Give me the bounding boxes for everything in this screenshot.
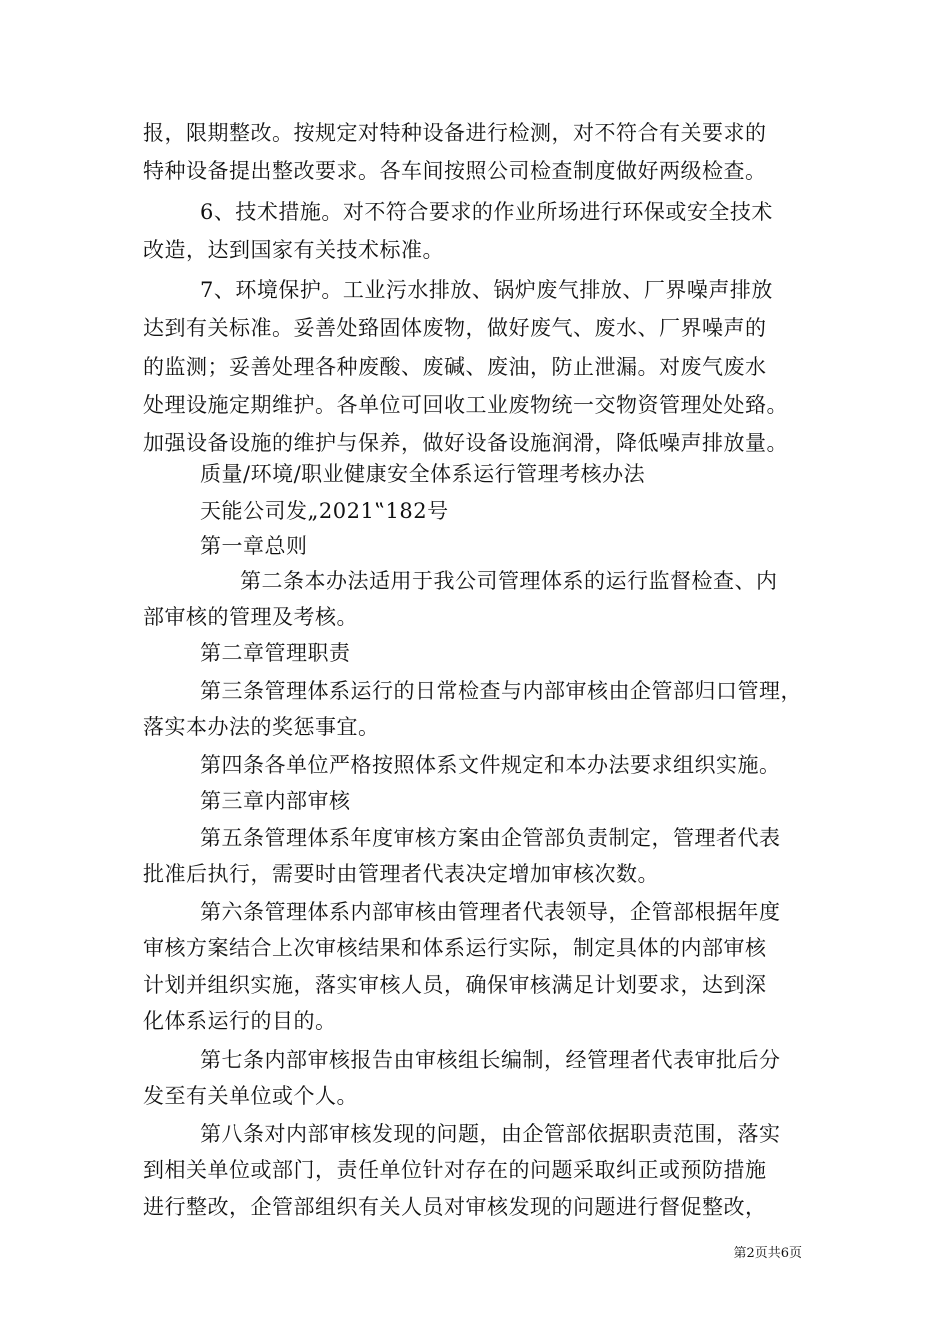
text-line: 第八条对内部审核发现的问题，由企管部依据职责范围，落实: [200, 1122, 781, 1146]
text-line: 计划并组织实施，落实审核人员，确保审核满足计划要求，达到深: [143, 973, 767, 997]
text-line: 加强设备设施的维护与保养，做好设备设施润滑，降低噪声排放量。: [143, 431, 788, 455]
text-line: 改造，达到国家有关技术标准。: [143, 238, 444, 262]
chapter-heading: 第三章内部审核: [200, 789, 351, 813]
text-line: 第五条管理体系年度审核方案由企管部负责制定，管理者代表: [200, 826, 781, 850]
text-line: 部审核的管理及考核。: [143, 605, 358, 629]
text-line: 发至有关单位或个人。: [143, 1084, 358, 1108]
text-line: 到相关单位或部门，责任单位针对存在的问题采取纠正或预防措施: [143, 1158, 767, 1182]
document-number: 天能公司发„2021‟182号: [200, 499, 449, 523]
text-line: 特种设备提出整改要求。各车间按照公司检查制度做好两级检查。: [143, 159, 767, 183]
text-line: 报，限期整改。按规定对特种设备进行检测，对不符合有关要求的: [143, 121, 767, 145]
text-line: 落实本办法的奖惩事宜。: [143, 715, 380, 739]
page-number: 第2页共6页: [733, 1246, 802, 1261]
text-line: 第四条各单位严格按照体系文件规定和本办法要求组织实施。: [200, 753, 781, 777]
document-title: 质量/环境/职业健康安全体系运行管理考核办法: [200, 462, 646, 486]
text-line: 7、环境保护。工业污水排放、锅炉废气排放、厂界噪声排放: [200, 278, 773, 302]
chapter-heading: 第一章总则: [200, 534, 308, 558]
text-line: 第七条内部审核报告由审核组长编制，经管理者代表审批后分: [200, 1048, 781, 1072]
text-line: 化体系运行的目的。: [143, 1009, 337, 1033]
text-line: 的监测；妥善处理各种废酸、废碱、废油，防止泄漏。对废气废水: [143, 355, 767, 379]
text-line: 审核方案结合上次审核结果和体系运行实际，制定具体的内部审核: [143, 936, 767, 960]
text-line: 处理设施定期维护。各单位可回收工业废物统一交物资管理处处臵。: [143, 393, 788, 417]
chapter-heading: 第二章管理职责: [200, 641, 351, 665]
text-line: 第六条管理体系内部审核由管理者代表领导，企管部根据年度: [200, 900, 781, 924]
text-line: 6、技术措施。对不符合要求的作业所场进行环保或安全技术: [200, 200, 773, 224]
text-line: 达到有关标准。妥善处臵固体废物，做好废气、废水、厂界噪声的: [143, 316, 767, 340]
text-line: 批准后执行，需要时由管理者代表决定增加审核次数。: [143, 862, 659, 886]
text-line: 第二条本办法适用于我公司管理体系的运行监督检查、内: [240, 569, 778, 593]
text-line: 进行整改，企管部组织有关人员对审核发现的问题进行督促整改，: [143, 1195, 767, 1219]
text-line: 第三条管理体系运行的日常检查与内部审核由企管部归口管理，: [200, 679, 802, 703]
